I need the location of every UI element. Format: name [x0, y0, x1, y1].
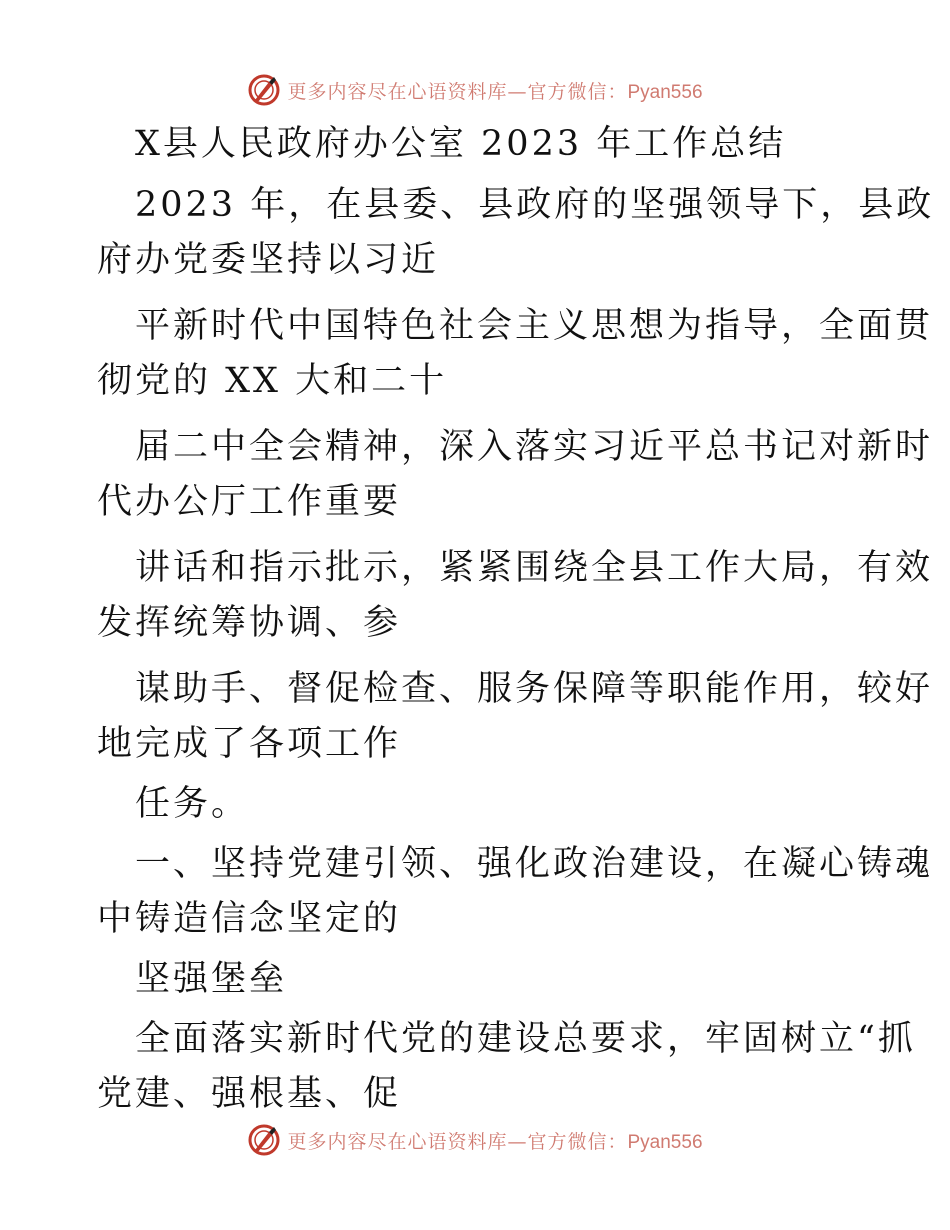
paragraph-line: 代办公厅工作重要 [97, 482, 402, 522]
paragraph-line: 任务。 [135, 784, 250, 824]
quill-seal-icon [247, 1123, 281, 1157]
paragraph-line: 彻党的 XX 大和二十 [97, 361, 448, 401]
watermark-text: 更多内容尽在心语资料库—官方微信：Pyan556 [287, 80, 703, 103]
paragraph-line: 讲话和指示批示，紧紧围绕全县工作大局，有效 [135, 548, 934, 588]
paragraph-line: 届二中全会精神，深入落实习近平总书记对新时 [135, 427, 934, 467]
paragraph-line: 地完成了各项工作 [97, 724, 402, 764]
watermark-text: 更多内容尽在心语资料库—官方微信：Pyan556 [287, 1130, 703, 1153]
document-title: X县人民政府办公室 2023 年工作总结 [135, 124, 787, 164]
section-heading-line: 一、坚持党建引领、强化政治建设，在凝心铸魂 [135, 844, 934, 884]
paragraph-line: 2023 年，在县委、县政府的坚强领导下，县政 [135, 185, 935, 225]
paragraph-line: 党建、强根基、促 [97, 1074, 402, 1114]
header-watermark [0, 70, 950, 110]
paragraph-line: 平新时代中国特色社会主义思想为指导，全面贯 [135, 306, 934, 346]
footer-watermark [0, 1120, 950, 1160]
section-heading-line: 坚强堡垒 [135, 959, 288, 999]
paragraph-line: 谋助手、督促检查、服务保障等职能作用，较好 [135, 669, 934, 709]
paragraph-line: 发挥统筹协调、参 [97, 603, 402, 643]
paragraph-line: 府办党委坚持以习近 [97, 240, 440, 280]
quill-seal-icon [247, 73, 281, 107]
section-heading-line: 中铸造信念坚定的 [97, 899, 402, 939]
paragraph-line: 全面落实新时代党的建设总要求，牢固树立“抓 [135, 1019, 916, 1059]
